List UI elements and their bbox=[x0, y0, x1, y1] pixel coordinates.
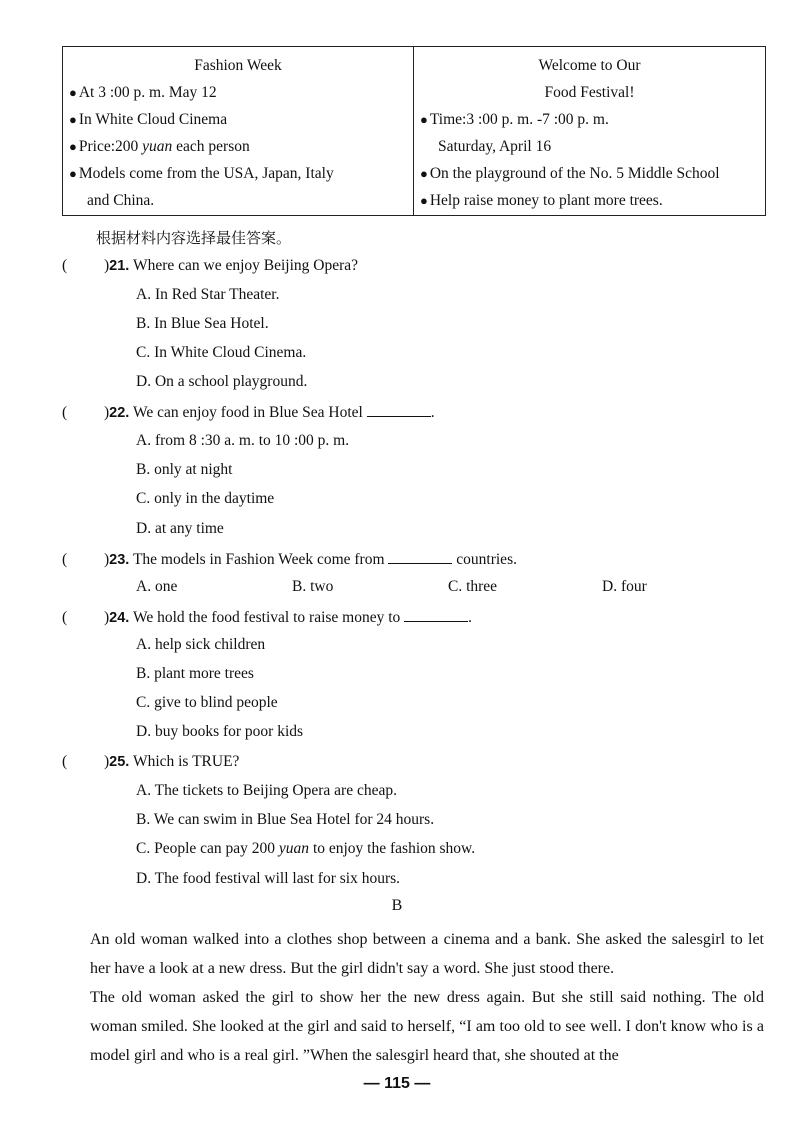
option-a[interactable]: A. help sick children bbox=[136, 636, 266, 653]
fashion-week-title: Fashion Week bbox=[194, 57, 282, 74]
question-text: Where can we enjoy Beijing Opera? bbox=[129, 257, 359, 274]
question-text-end: countries. bbox=[452, 551, 517, 568]
bracket-close: ) bbox=[104, 753, 110, 770]
option-b[interactable]: B. We can swim in Blue Sea Hotel for 24 hours. bbox=[136, 811, 435, 828]
option-c[interactable]: C. give to blind people bbox=[136, 694, 278, 711]
option-c-unit: yuan bbox=[278, 840, 310, 857]
food-title-1: Welcome to Our bbox=[538, 57, 641, 74]
fashion-week-notice bbox=[63, 47, 414, 215]
page-number: — 115 — bbox=[363, 1075, 431, 1092]
passage-paragraph-1 bbox=[56, 925, 764, 983]
option-a[interactable]: A. one bbox=[136, 578, 178, 595]
option-c[interactable]: C. In White Cloud Cinema. bbox=[136, 344, 307, 361]
notice-table bbox=[62, 46, 766, 216]
question-text: Which is TRUE? bbox=[129, 753, 240, 770]
option-c-rest: to enjoy the fashion show. bbox=[309, 840, 476, 857]
question-number: 23. bbox=[109, 552, 130, 568]
fashion-price bbox=[69, 133, 407, 160]
bracket-close: ) bbox=[104, 404, 110, 421]
answer-bracket[interactable]: ( bbox=[62, 753, 68, 770]
option-c[interactable] bbox=[136, 840, 475, 858]
bracket-close: ) bbox=[104, 609, 110, 626]
question-22 bbox=[62, 402, 435, 422]
question-number: 24. bbox=[109, 610, 130, 626]
fashion-place: ● In White Cloud Cinema bbox=[69, 106, 407, 133]
price-unit: yuan bbox=[142, 138, 173, 155]
option-a[interactable]: A. from 8 :30 a. m. to 10 :00 p. m. bbox=[136, 432, 350, 449]
price-rest: each person bbox=[172, 138, 250, 155]
bracket-close: ) bbox=[104, 257, 110, 274]
question-number: 25. bbox=[109, 754, 130, 770]
option-c[interactable]: C. only in the daytime bbox=[136, 490, 275, 507]
food-place: ● On the playground of the No. 5 Middle School bbox=[420, 160, 759, 187]
option-b[interactable]: B. two bbox=[292, 578, 334, 595]
fashion-time: ● At 3 :00 p. m. May 12 bbox=[69, 79, 407, 106]
option-a[interactable]: A. The tickets to Beijing Opera are cheap. bbox=[136, 782, 397, 799]
question-21 bbox=[62, 257, 358, 275]
question-text: The models in Fashion Week come from bbox=[129, 551, 389, 568]
paragraph-text: An old woman walked into a clothes shop between a cinema and a bank. She asked the salesgirl to let her have a look at a new dress. But the girl didn't say a word. She just stood there. bbox=[90, 931, 764, 977]
option-b[interactable]: B. plant more trees bbox=[136, 665, 254, 682]
question-text-end: . bbox=[468, 609, 473, 626]
option-c-text: C. People can pay 200 bbox=[136, 840, 279, 857]
food-time: ● Time:3 :00 p. m. -7 :00 p. m. bbox=[420, 106, 759, 133]
option-d[interactable]: D. On a school playground. bbox=[136, 373, 308, 390]
question-number: 22. bbox=[109, 405, 130, 421]
option-d[interactable]: D. four bbox=[602, 578, 647, 595]
section-heading: B bbox=[391, 897, 403, 914]
food-title-2: Food Festival! bbox=[544, 84, 635, 101]
option-b[interactable]: B. only at night bbox=[136, 461, 233, 478]
paragraph-text: The old woman asked the girl to show her the new dress again. But she still said nothing. The old woman smiled. She looked at the girl and said to herself, “I am too old to see well. I don't know who is a model girl and who is a real girl. ”When the salesgirl heard that, she shouted at the bbox=[90, 989, 764, 1064]
answer-bracket[interactable]: ( bbox=[62, 404, 68, 421]
question-number: 21. bbox=[109, 258, 130, 274]
question-25 bbox=[62, 753, 239, 771]
fashion-models-cont: and China. bbox=[87, 192, 155, 209]
price-label: Price:200 bbox=[78, 138, 143, 155]
instruction: 根据材料内容选择最佳答案。 bbox=[96, 229, 292, 247]
bracket-close: ) bbox=[104, 551, 110, 568]
food-date: Saturday, April 16 bbox=[438, 138, 552, 155]
option-c[interactable]: C. three bbox=[448, 578, 498, 595]
option-d[interactable]: D. at any time bbox=[136, 520, 224, 537]
question-text: We hold the food festival to raise money to bbox=[129, 609, 405, 626]
fashion-models: ● Models come from the USA, Japan, Italy bbox=[69, 160, 407, 187]
answer-bracket[interactable]: ( bbox=[62, 257, 68, 274]
answer-bracket[interactable]: ( bbox=[62, 551, 68, 568]
answer-blank[interactable] bbox=[388, 549, 452, 564]
answer-blank[interactable] bbox=[404, 607, 468, 622]
question-text-end: . bbox=[430, 404, 435, 421]
answer-bracket[interactable]: ( bbox=[62, 609, 68, 626]
option-d[interactable]: D. The food festival will last for six hours. bbox=[136, 870, 401, 887]
food-purpose: ● Help raise money to plant more trees. bbox=[420, 187, 759, 214]
question-23 bbox=[62, 549, 517, 569]
food-festival-notice bbox=[414, 47, 765, 215]
option-a[interactable]: A. In Red Star Theater. bbox=[136, 286, 280, 303]
question-24 bbox=[62, 607, 472, 627]
answer-blank[interactable] bbox=[367, 402, 431, 417]
passage-paragraph-2 bbox=[56, 983, 764, 1070]
question-text: We can enjoy food in Blue Sea Hotel bbox=[129, 404, 367, 421]
option-d[interactable]: D. buy books for poor kids bbox=[136, 723, 304, 740]
option-b[interactable]: B. In Blue Sea Hotel. bbox=[136, 315, 269, 332]
